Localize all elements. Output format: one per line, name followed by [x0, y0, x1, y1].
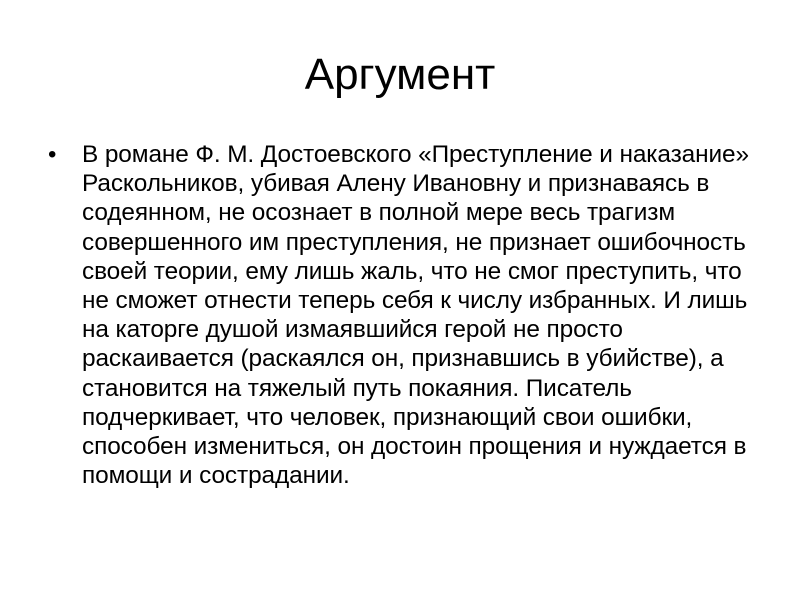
bullet-item — [48, 140, 770, 490]
bullet-icon: • — [48, 141, 57, 168]
bullet-text: В романе Ф. М. Достоевского «Преступление и наказание» Раскольников, убивая Алену Ивановну и признаваясь в содеянном, не осознает в полной мере весь трагизм совершенного им преступления, не признает ошибочность своей теории, ему лишь жаль, что не смог преступить, что не сможет отнести теперь себя к числу избранных. И лишь на каторге душой измаявшийся герой не просто раскаивается (раскаялся он, признавшись в убийстве), а становится на тяжелый путь покаяния. Писатель подчеркивает, что человек, признающий свои ошибки, способен измениться, он достоин прощения и нуждается в помощи и сострадании. — [82, 141, 749, 490]
slide-title: Аргумент — [304, 50, 496, 99]
bullet-list — [48, 140, 770, 490]
